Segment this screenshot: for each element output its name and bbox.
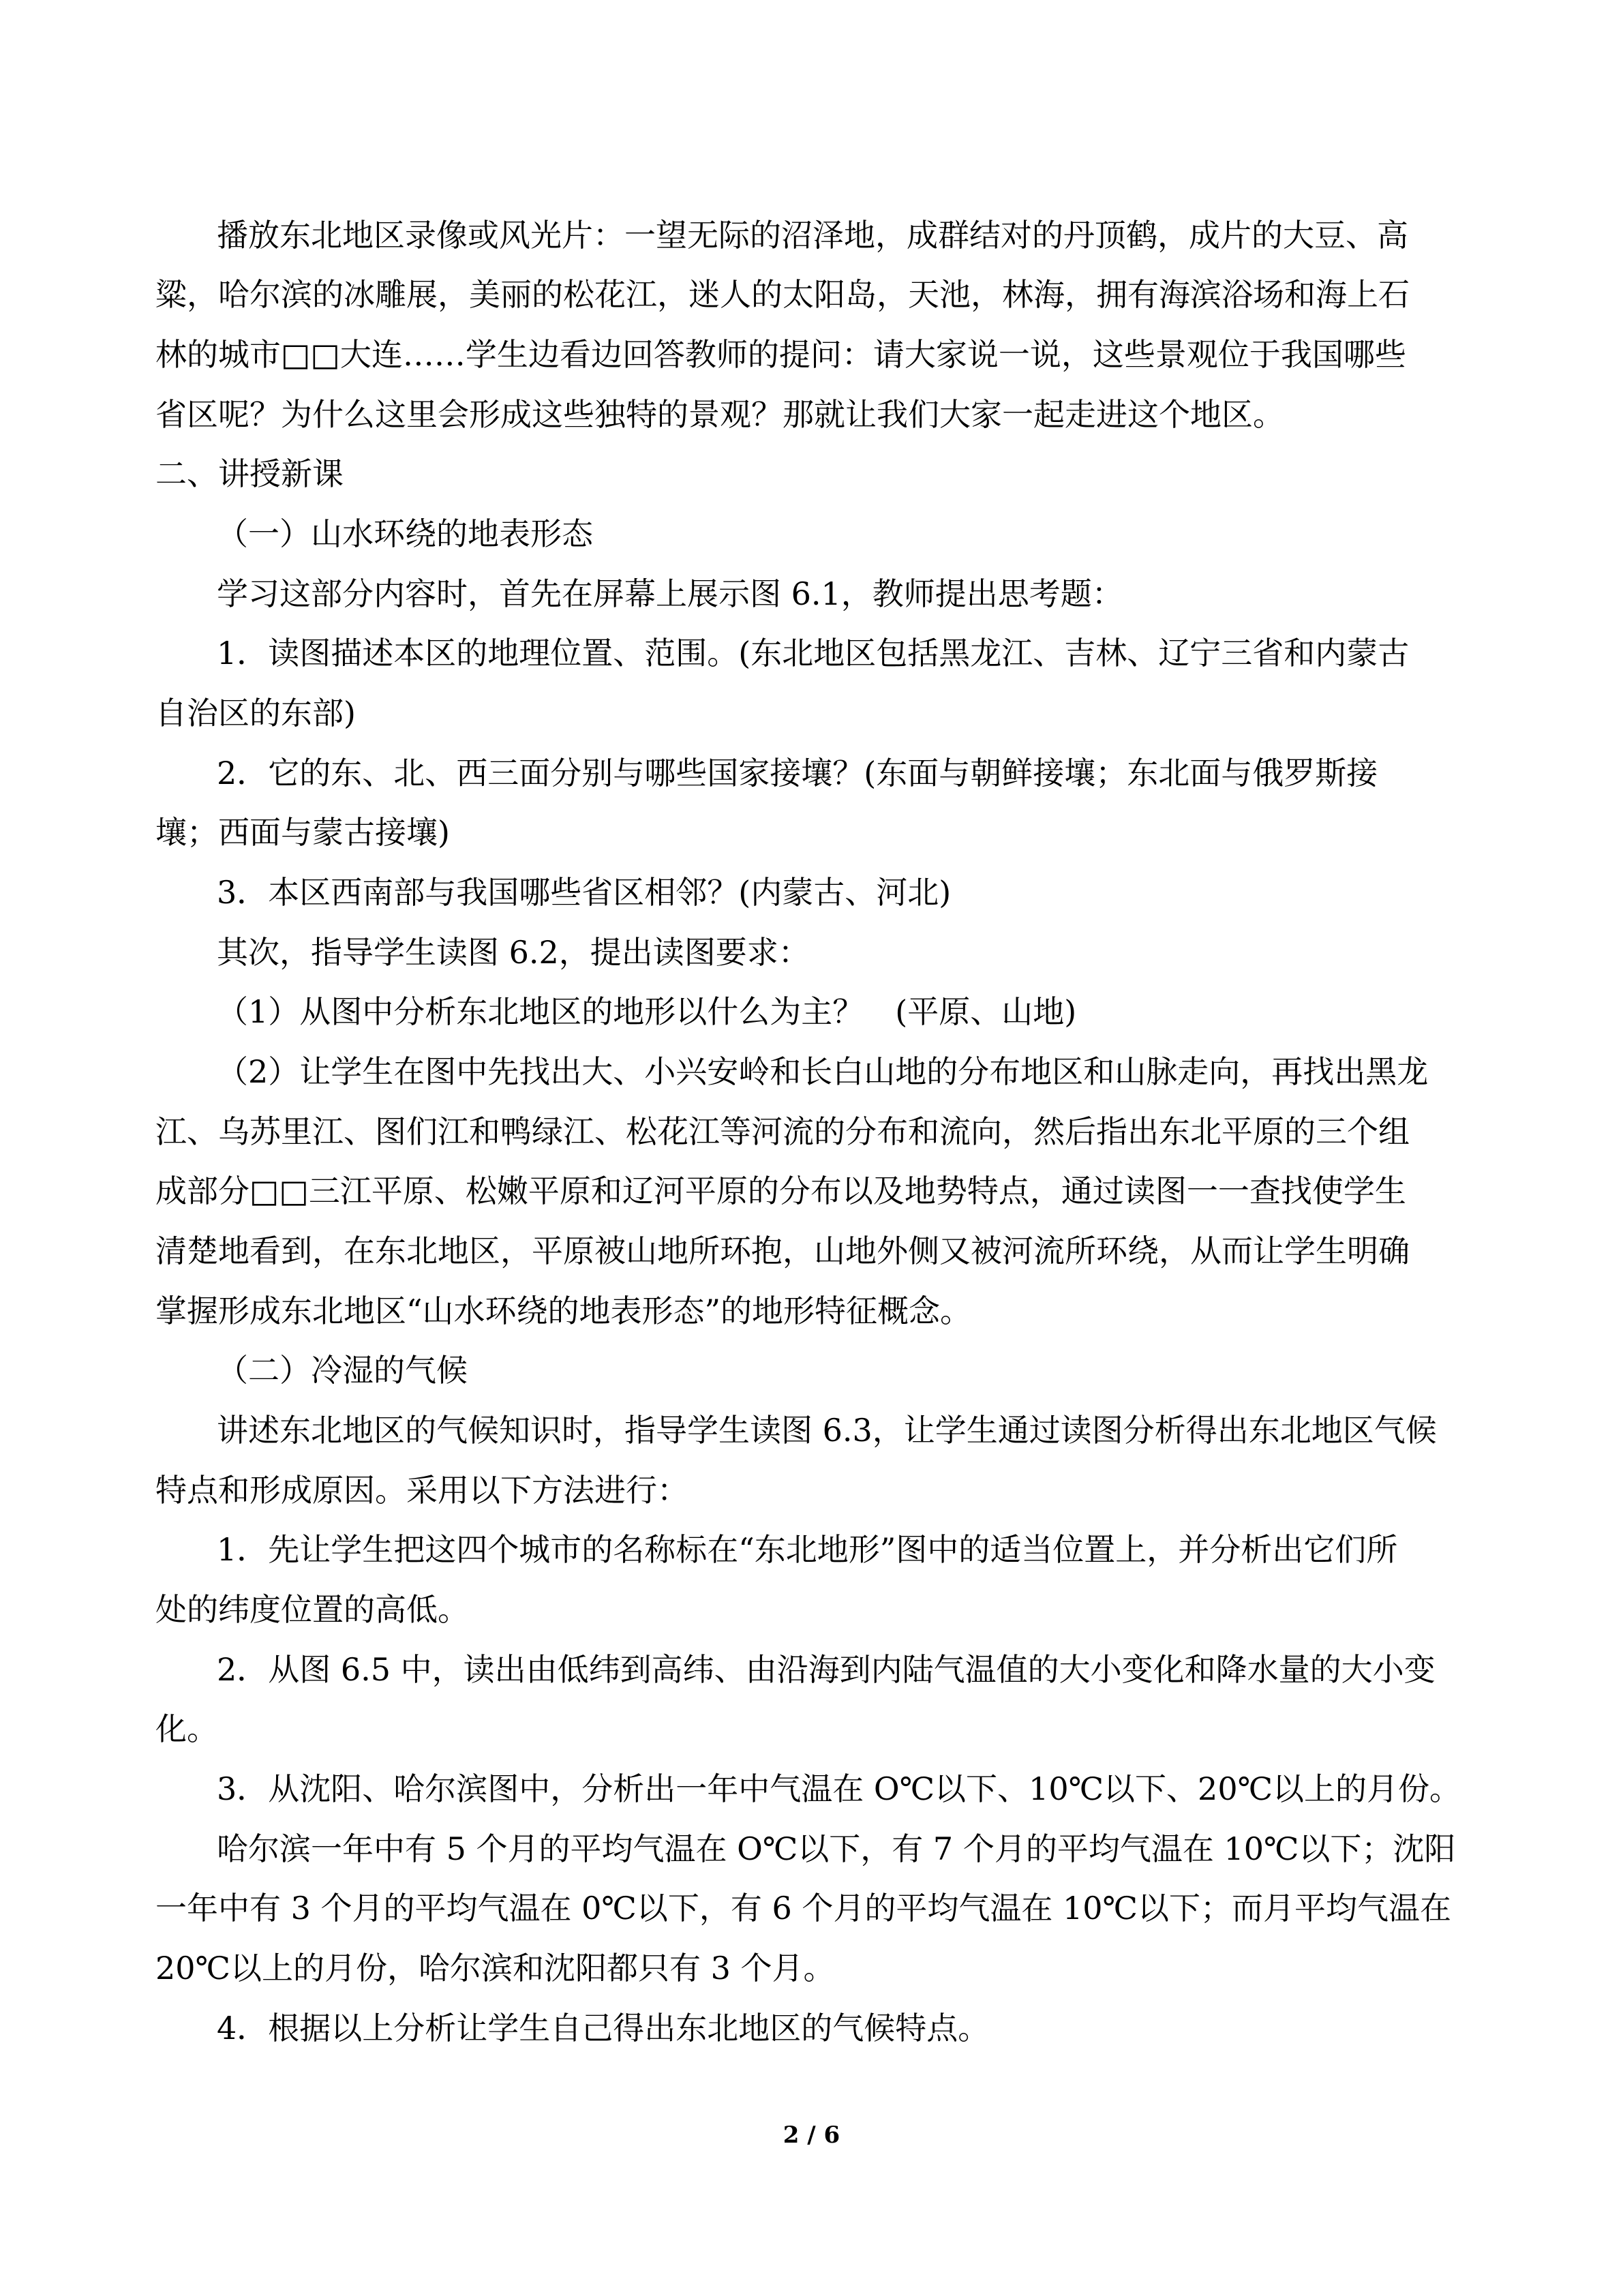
line-text: 其次，指导学生读图 6.2，提出读图要求： xyxy=(217,934,810,971)
line-text: 播放东北地区录像或风光片：一望无际的沼泽地，成群结对的丹顶鹤，成片的大豆、高 xyxy=(217,217,1408,254)
line-text: 3．从沈阳、哈尔滨图中，分析出一年中气温在 O℃以下、10℃以下、20℃以上的月份。 xyxy=(217,1770,1461,1807)
line-text: 2．它的东、北、西三面分别与哪些国家接壤？(东面与朝鲜接壤；东北面与俄罗斯接 xyxy=(217,755,1378,791)
line-text: （1）从图中分析东北地区的地形以什么为主？ (平原、山地) xyxy=(217,993,1077,1030)
line-text: 3．本区西南部与我国哪些省区相邻？(内蒙古、河北) xyxy=(217,874,952,911)
line-text: 林的城市□□大连……学生边看边回答教师的提问：请大家说一说，这些景观位于我国哪些 xyxy=(155,336,1406,373)
line-text: 2．从图 6.5 中，读出由低纬到高纬、由沿海到内陆气温值的大小变化和降水量的大小变 xyxy=(217,1651,1436,1688)
line-text: 20℃以上的月份，哈尔滨和沈阳都只有 3 个月。 xyxy=(155,1950,835,1987)
subsection-heading: （二）冷湿的气候 xyxy=(217,1352,468,1389)
line-text: 1．先让学生把这四个城市的名称标在“东北地形”图中的适当位置上，并分析出它们所 xyxy=(217,1531,1398,1568)
section-heading: 二、讲授新课 xyxy=(155,455,344,492)
line-text: 1．读图描述本区的地理位置、范围。(东北地区包括黑龙江、吉林、辽宁三省和内蒙古 xyxy=(217,635,1410,671)
line-text: 壤；西面与蒙古接壤) xyxy=(155,814,450,851)
page-number: 2 / 6 xyxy=(783,2121,840,2149)
line-text: 处的纬度位置的高低。 xyxy=(155,1591,469,1628)
line-text: 掌握形成东北地区“山水环绕的地表形态”的地形特征概念。 xyxy=(155,1293,972,1329)
line-text: 成部分□□三江平原、松嫩平原和辽河平原的分布以及地势特点，通过读图一一查找使学生 xyxy=(155,1173,1406,1209)
line-text: 一年中有 3 个月的平均气温在 0℃以下，有 6 个月的平均气温在 10℃以下；而月平均气温在 xyxy=(155,1890,1451,1927)
line-text: （2）让学生在图中先找出大、小兴安岭和长白山地的分布地区和山脉走向，再找出黑龙 xyxy=(217,1053,1429,1090)
line-text: 清楚地看到，在东北地区，平原被山地所环抱，山地外侧又被河流所环绕，从而让学生明确 xyxy=(155,1233,1410,1269)
line-text: 特点和形成原因。采用以下方法进行： xyxy=(155,1472,688,1509)
line-text: 自治区的东部) xyxy=(155,695,356,731)
line-text: 省区呢？为什么这里会形成这些独特的景观？那就让我们大家一起走进这个地区。 xyxy=(155,396,1284,433)
line-text: 粱，哈尔滨的冰雕展，美丽的松花江，迷人的太阳岛，天池，林海，拥有海滨浴场和海上石 xyxy=(155,276,1410,313)
line-text: 讲述东北地区的气候知识时，指导学生读图 6.3，让学生通过读图分析得出东北地区气候 xyxy=(217,1412,1437,1449)
line-text: 学习这部分内容时，首先在屏幕上展示图 6.1，教师提出思考题： xyxy=(217,575,1123,612)
line-text: 4．根据以上分析让学生自己得出东北地区的气候特点。 xyxy=(217,2010,990,2046)
subsection-heading: （一）山水环绕的地表形态 xyxy=(217,515,593,552)
line-text: 化。 xyxy=(155,1710,218,1747)
line-text: 江、乌苏里江、图们江和鸭绿江、松花江等河流的分布和流向，然后指出东北平原的三个组 xyxy=(155,1113,1410,1150)
line-text: 哈尔滨一年中有 5 个月的平均气温在 O℃以下，有 7 个月的平均气温在 10℃以下；沈阳 xyxy=(217,1830,1456,1867)
